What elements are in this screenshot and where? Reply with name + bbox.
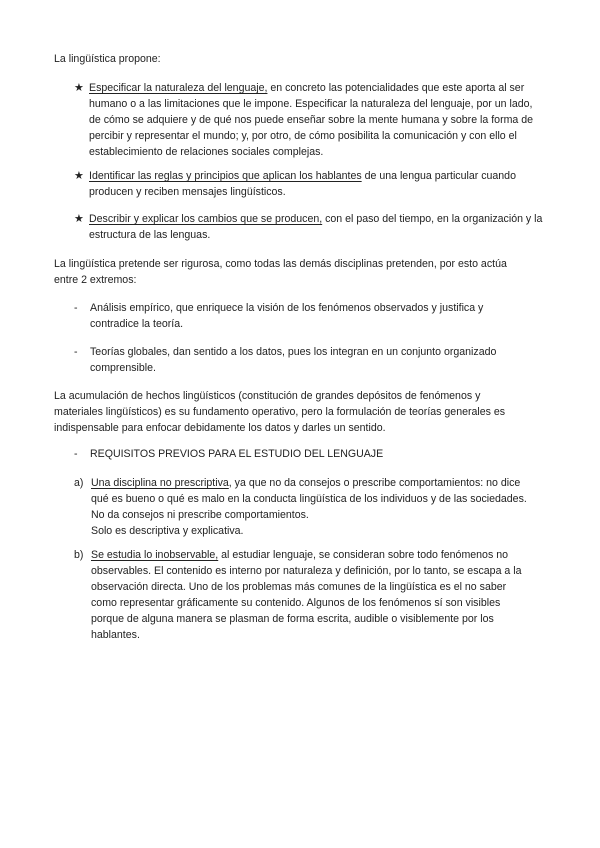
dash-item-text: Análisis empírico, que enriquece la visión de los fenómenos observados y justifica y contradice la teoría. [90,302,484,330]
lettered-item-text [91,547,531,643]
star-item-heading: Especificar la naturaleza del lenguaje, [89,82,268,94]
lettered-item-extra: Solo es descriptiva y explicativa. [91,525,244,537]
lettered-item-body: al estudiar lenguaje, se consideran sobre todo fenómenos no observables. El contenido es interno por naturaleza y definición, por lo tanto, se escapa a la observación directa. Uno de los problemas más comunes de la lingüística es el no saber como representar gráficamente su contenido. Algunos de los fenómenos sí son visibles porque de alguna manera se plasman de forma escrita, audible o visiblemente por los hablantes. [91,549,522,641]
star-item-heading: Identificar las reglas y principios que aplican los hablantes [89,170,362,182]
dash-bullet: - [74,302,78,314]
dash-bullet: - [74,346,78,358]
star-item-body: con el paso del tiempo, en la organización y la estructura de las lenguas. [89,213,543,241]
rigor-paragraph: La lingüística pretende ser rigurosa, como todas las demás disciplinas pretenden, por esto actúa entre 2 extremos: [54,258,507,286]
lettered-item-text [91,475,531,539]
lettered-item-heading: Se estudia lo inobservable, [91,549,219,561]
star-item-text [89,168,543,200]
intro-text: La lingüística propone: [54,53,161,65]
star-item-heading: Describir y explicar los cambios que se producen, [89,213,323,225]
star-icon: ★ [74,81,84,94]
item-marker: a) [74,477,84,489]
accumulation-paragraph: La acumulación de hechos lingüísticos (constitución de grandes depósitos de fenómenos y materiales lingüísticos) es su fundamento operativo, pero la formulación de teorías generales es indispensable para enfocar debidamente los datos y darles un sentido. [54,390,506,434]
item-marker: b) [74,549,84,561]
lettered-item-heading: Una disciplina no prescriptiva [91,477,229,489]
section-heading: REQUISITOS PREVIOS PARA EL ESTUDIO DEL LENGUAJE [90,448,384,460]
star-item-body: en concreto las potencialidades que este aporta al ser humano o a las limitaciones que le impone. Especificar la naturaleza del lenguaje, por un lado, de cómo se adquiere y de qué nos puede enseñar sobre la mente humana y sobre la forma de percibir y representar el mundo; y, por otro, de cómo posibilita la comunicación y con ello el establecimiento de relaciones sociales complejas. [89,82,534,158]
dash-item-text: Teorías globales, dan sentido a los datos, pues los integran en un conjunto organizado comprensible. [90,346,497,374]
star-icon: ★ [74,169,84,182]
star-item-text [89,80,543,160]
star-icon: ★ [74,212,84,225]
lettered-item-body: , ya que no da consejos o prescribe comportamientos: no dice qué es bueno o qué es malo en la conducta lingüística de los individuos y de las sociedades. No da consejos ni prescribe comportamientos. [91,477,527,521]
star-item-body: de una lengua particular cuando producen y reciben mensajes lingüísticos. [89,170,516,198]
dash-bullet: - [74,448,78,460]
star-item-text [89,211,543,243]
